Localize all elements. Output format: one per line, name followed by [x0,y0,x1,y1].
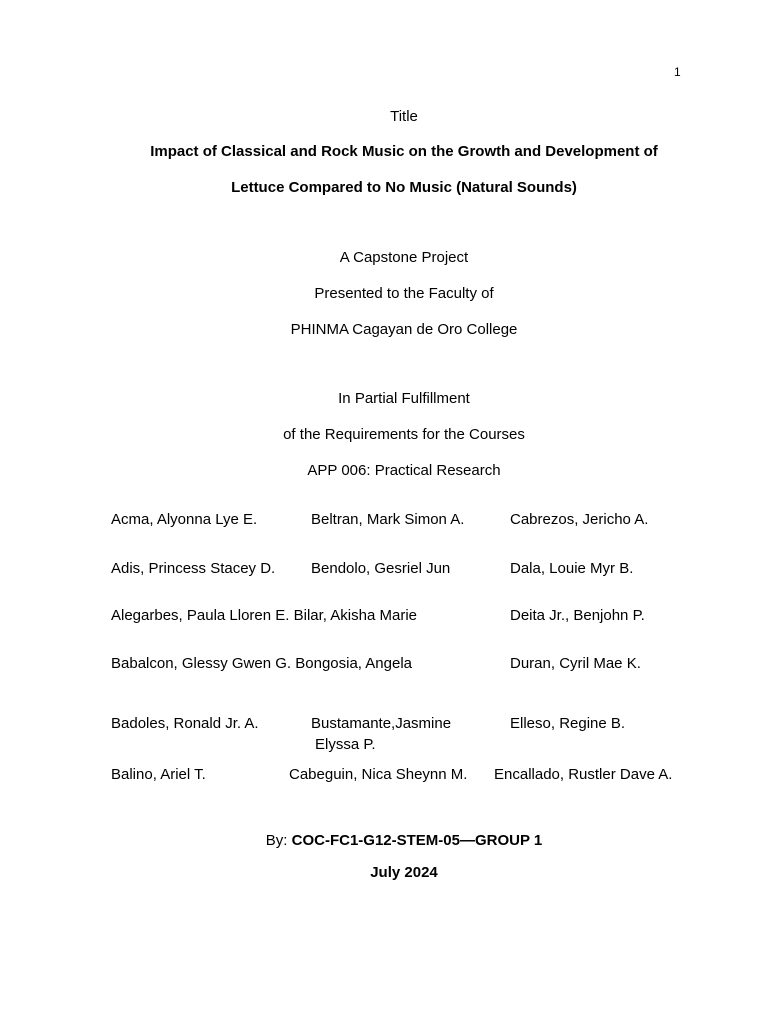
by-line [0,832,768,850]
author-name: Cabeguin, Nica Sheynn M. [289,766,468,783]
date-line: July 2024 [370,864,438,881]
author-name: Bustamante,Jasmine [311,715,452,732]
author-name: Elleso, Regine B. [510,715,626,732]
course-line: APP 006: Practical Research [307,462,501,479]
author-name: Beltran, Mark Simon A. [311,511,465,528]
college-line: PHINMA Cagayan de Oro College [290,321,518,338]
author-name: Adis, Princess Stacey D. [111,560,276,577]
title-label: Title [390,108,418,125]
capstone-line: A Capstone Project [339,249,469,266]
author-name: Encallado, Rustler Dave A. [494,766,673,783]
author-name: Badoles, Ronald Jr. A. [111,715,259,732]
page-number: 1 [674,65,681,79]
author-name: Cabrezos, Jericho A. [510,511,649,528]
author-name: Deita Jr., Benjohn P. [510,607,645,624]
group-name: COC-FC1-G12-STEM-05—GROUP 1 [291,832,543,849]
by-label: By: [265,832,288,849]
requirements-line: of the Requirements for the Courses [283,426,525,443]
author-name-continued: Elyssa P. [315,736,376,753]
presented-line: Presented to the Faculty of [314,285,494,302]
title-line-1: Impact of Classical and Rock Music on the Growth and Development of [150,143,658,160]
author-name: Babalcon, Glessy Gwen G. Bongosia, Angela [111,655,413,672]
title-line-2: Lettuce Compared to No Music (Natural Sounds) [231,179,577,196]
author-name: Bendolo, Gesriel Jun [311,560,451,577]
author-name: Duran, Cyril Mae K. [510,655,641,672]
author-name: Dala, Louie Myr B. [510,560,634,577]
author-name: Alegarbes, Paula Lloren E. Bilar, Akisha Marie [111,607,417,624]
author-name: Balino, Ariel T. [111,766,206,783]
author-name: Acma, Alyonna Lye E. [111,511,258,528]
fulfillment-line: In Partial Fulfillment [338,390,470,407]
